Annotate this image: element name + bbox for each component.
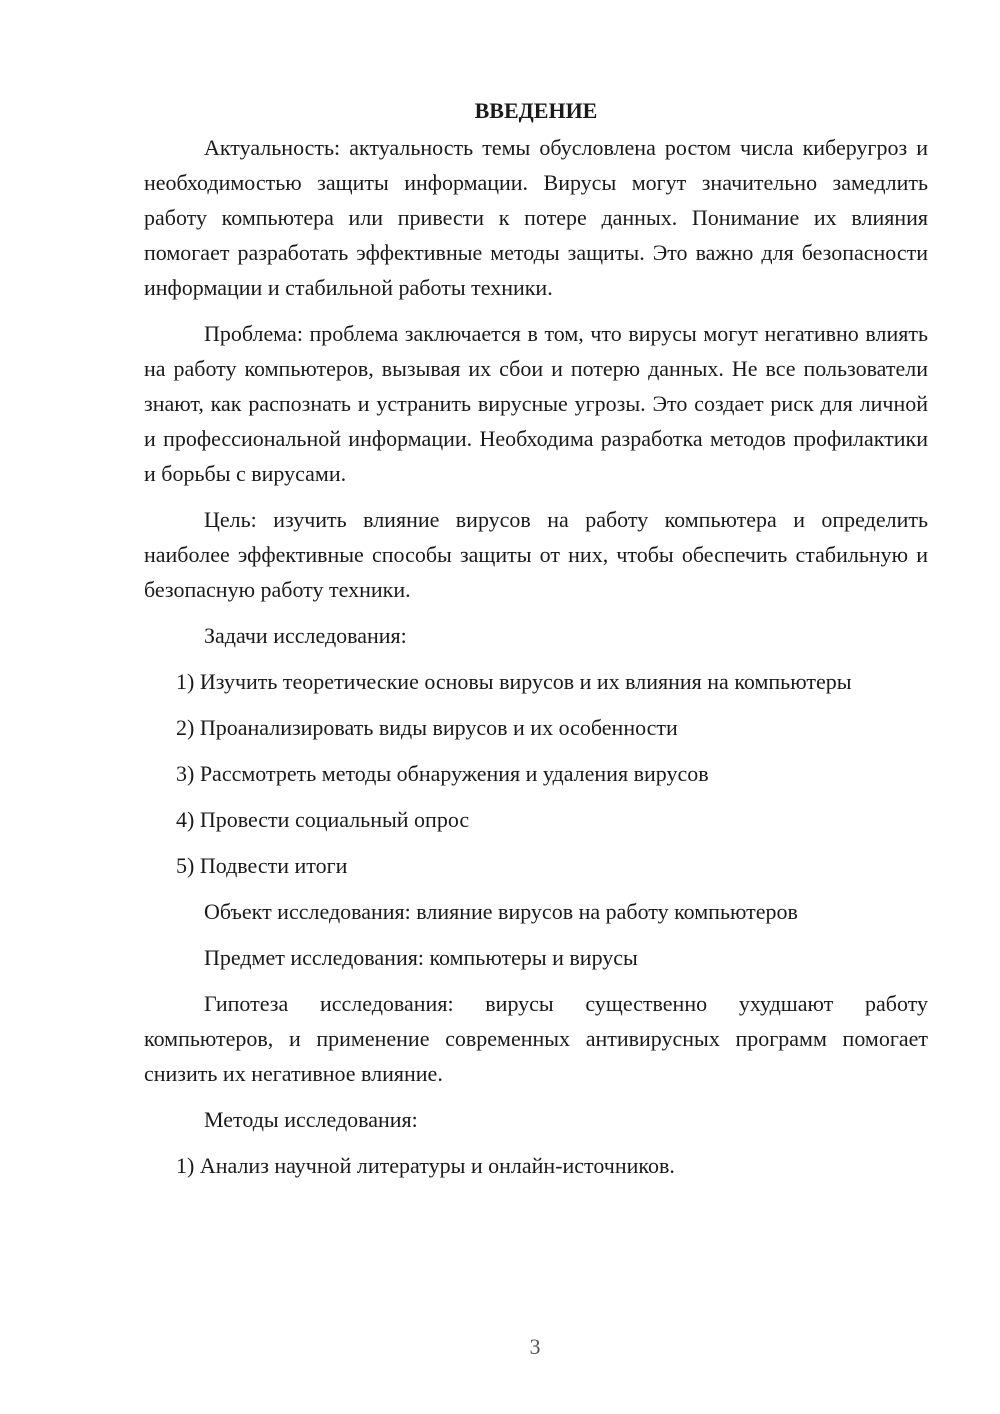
task-item-5: 5) Подвести итоги [176,853,348,878]
methods-heading: Методы исследования: [204,1107,418,1132]
task-item-2: 2) Проанализировать виды вирусов и их особенности [176,715,678,740]
relevance-paragraph: Актуальность: актуальность темы обусловлена ростом числа киберугроз и необходимостью защиты информации. Вирусы могут значительно замедлить работу компьютера или привести к потере данных. Понимание их влияния помогает разработать эффективные методы защиты. Это важно для безопасности информации и стабильной работы техники. [144,135,928,300]
section-title: ВВЕДЕНИЕ [474,98,598,123]
method-item-1: 1) Анализ научной литературы и онлайн-источников. [176,1153,675,1178]
page-number: 3 [529,1334,541,1359]
problem-paragraph: Проблема: проблема заключается в том, что вирусы могут негативно влиять на работу компьютеров, вызывая их сбои и потерю данных. Не все пользователи знают, как распознать и устранить вирусные угрозы. Это создает риск для личной и профессиональной информации. Необходима разработка методов профилактики и борьбы с вирусами. [144,321,928,486]
tasks-heading: Задачи исследования: [204,623,407,648]
goal-paragraph: Цель: изучить влияние вирусов на работу компьютера и определить наиболее эффективные способы защиты от них, чтобы обеспечить стабильную и безопасную работу техники. [144,507,928,602]
task-item-4: 4) Провести социальный опрос [176,807,470,832]
object-line: Объект исследования: влияние вирусов на работу компьютеров [204,899,798,924]
subject-line: Предмет исследования: компьютеры и вирусы [204,945,638,970]
hypothesis-paragraph: Гипотеза исследования: вирусы существенно ухудшают работу компьютеров, и применение современных антивирусных программ помогает снизить их негативное влияние. [144,991,928,1086]
task-item-3: 3) Рассмотреть методы обнаружения и удаления вирусов [176,761,709,786]
document-page [144,92,928,1194]
task-item-1: 1) Изучить теоретические основы вирусов и их влияния на компьютеры [176,669,852,694]
